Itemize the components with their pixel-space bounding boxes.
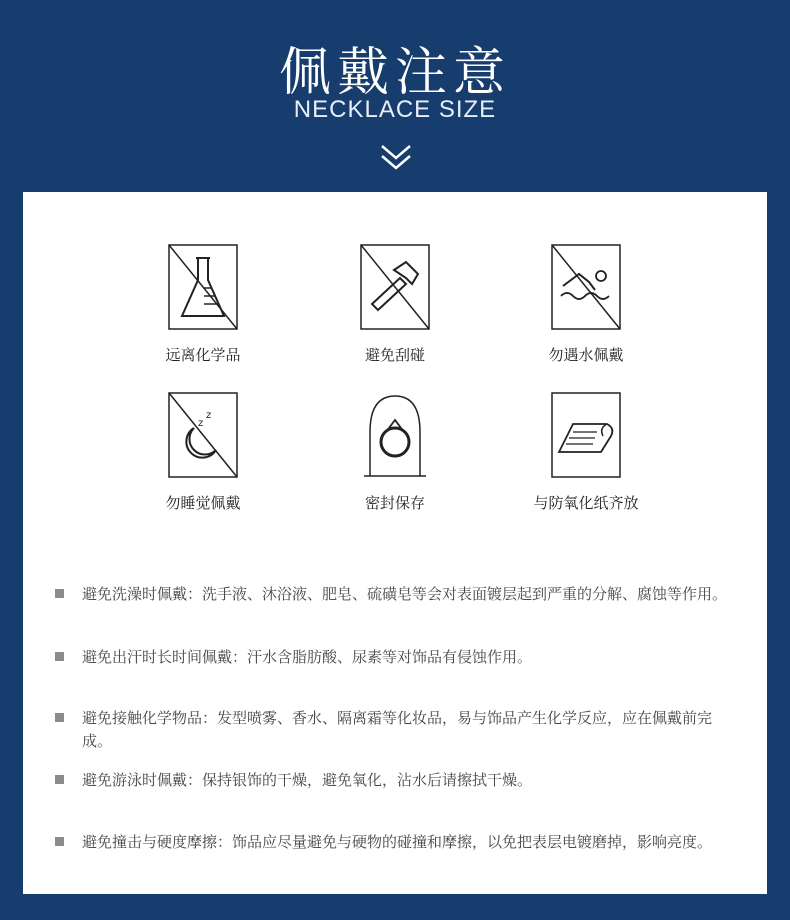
list-item — [55, 769, 735, 792]
bullet-icon — [55, 775, 64, 784]
list-item — [55, 707, 735, 753]
svg-text:z: z — [206, 410, 212, 421]
bullet-icon — [55, 652, 64, 661]
no-swimming-icon — [551, 244, 621, 330]
bullet-icon — [55, 837, 64, 846]
no-sleeping-icon — [168, 392, 238, 478]
icon-label: 勿遇水佩戴 — [548, 346, 624, 364]
icon-item-scratch — [305, 244, 485, 365]
icon-label: 避免刮碰 — [364, 346, 425, 364]
icon-label: 勿睡觉佩戴 — [165, 494, 241, 512]
icon-label: 密封保存 — [364, 494, 425, 512]
list-item — [55, 583, 735, 606]
ring-in-bag-icon — [360, 392, 430, 478]
list-item — [55, 831, 735, 854]
note-text: 避免游泳时佩戴：保持银饰的干燥，避免氧化，沾水后请擦拭干燥。 — [82, 771, 533, 789]
icon-item-chemicals — [113, 244, 293, 365]
icon-item-water — [496, 244, 676, 365]
header — [0, 0, 790, 190]
double-chevron-down-icon — [379, 142, 413, 174]
icon-item-seal — [305, 392, 485, 513]
bullet-icon — [55, 713, 64, 722]
svg-text:z: z — [198, 418, 204, 429]
page-subtitle: NECKLACE SIZE — [293, 96, 497, 123]
no-chemical-flask-icon — [168, 244, 238, 330]
icon-item-paper — [496, 392, 676, 513]
icon-grid — [23, 192, 767, 552]
bullet-icon — [55, 589, 64, 598]
icon-label: 与防氧化纸齐放 — [533, 494, 639, 512]
note-text: 避免撞击与硬度摩擦：饰品应尽量避免与硬物的碰撞和摩擦，以免把表层电镀磨掉，影响亮度。 — [82, 833, 713, 851]
note-text: 避免出汗时长时间佩戴：汗水含脂肪酸、尿素等对饰品有侵蚀作用。 — [82, 648, 533, 666]
note-text: 避免接触化学物品：发型喷雾、香水、隔离霜等化妆品，易与饰品产生化学反应，应在佩戴前完成。 — [82, 709, 713, 750]
list-item — [55, 646, 735, 669]
icon-item-sleep — [113, 392, 293, 513]
care-panel — [23, 192, 767, 894]
paper-roll-icon — [551, 392, 621, 478]
page-title: 佩戴注意 — [278, 43, 511, 103]
note-text: 避免洗澡时佩戴：洗手液、沐浴液、肥皂、硫磺皂等会对表面镀层起到严重的分解、腐蚀等作用。 — [82, 585, 728, 603]
no-hammer-icon — [360, 244, 430, 330]
icon-label: 远离化学品 — [165, 346, 241, 364]
